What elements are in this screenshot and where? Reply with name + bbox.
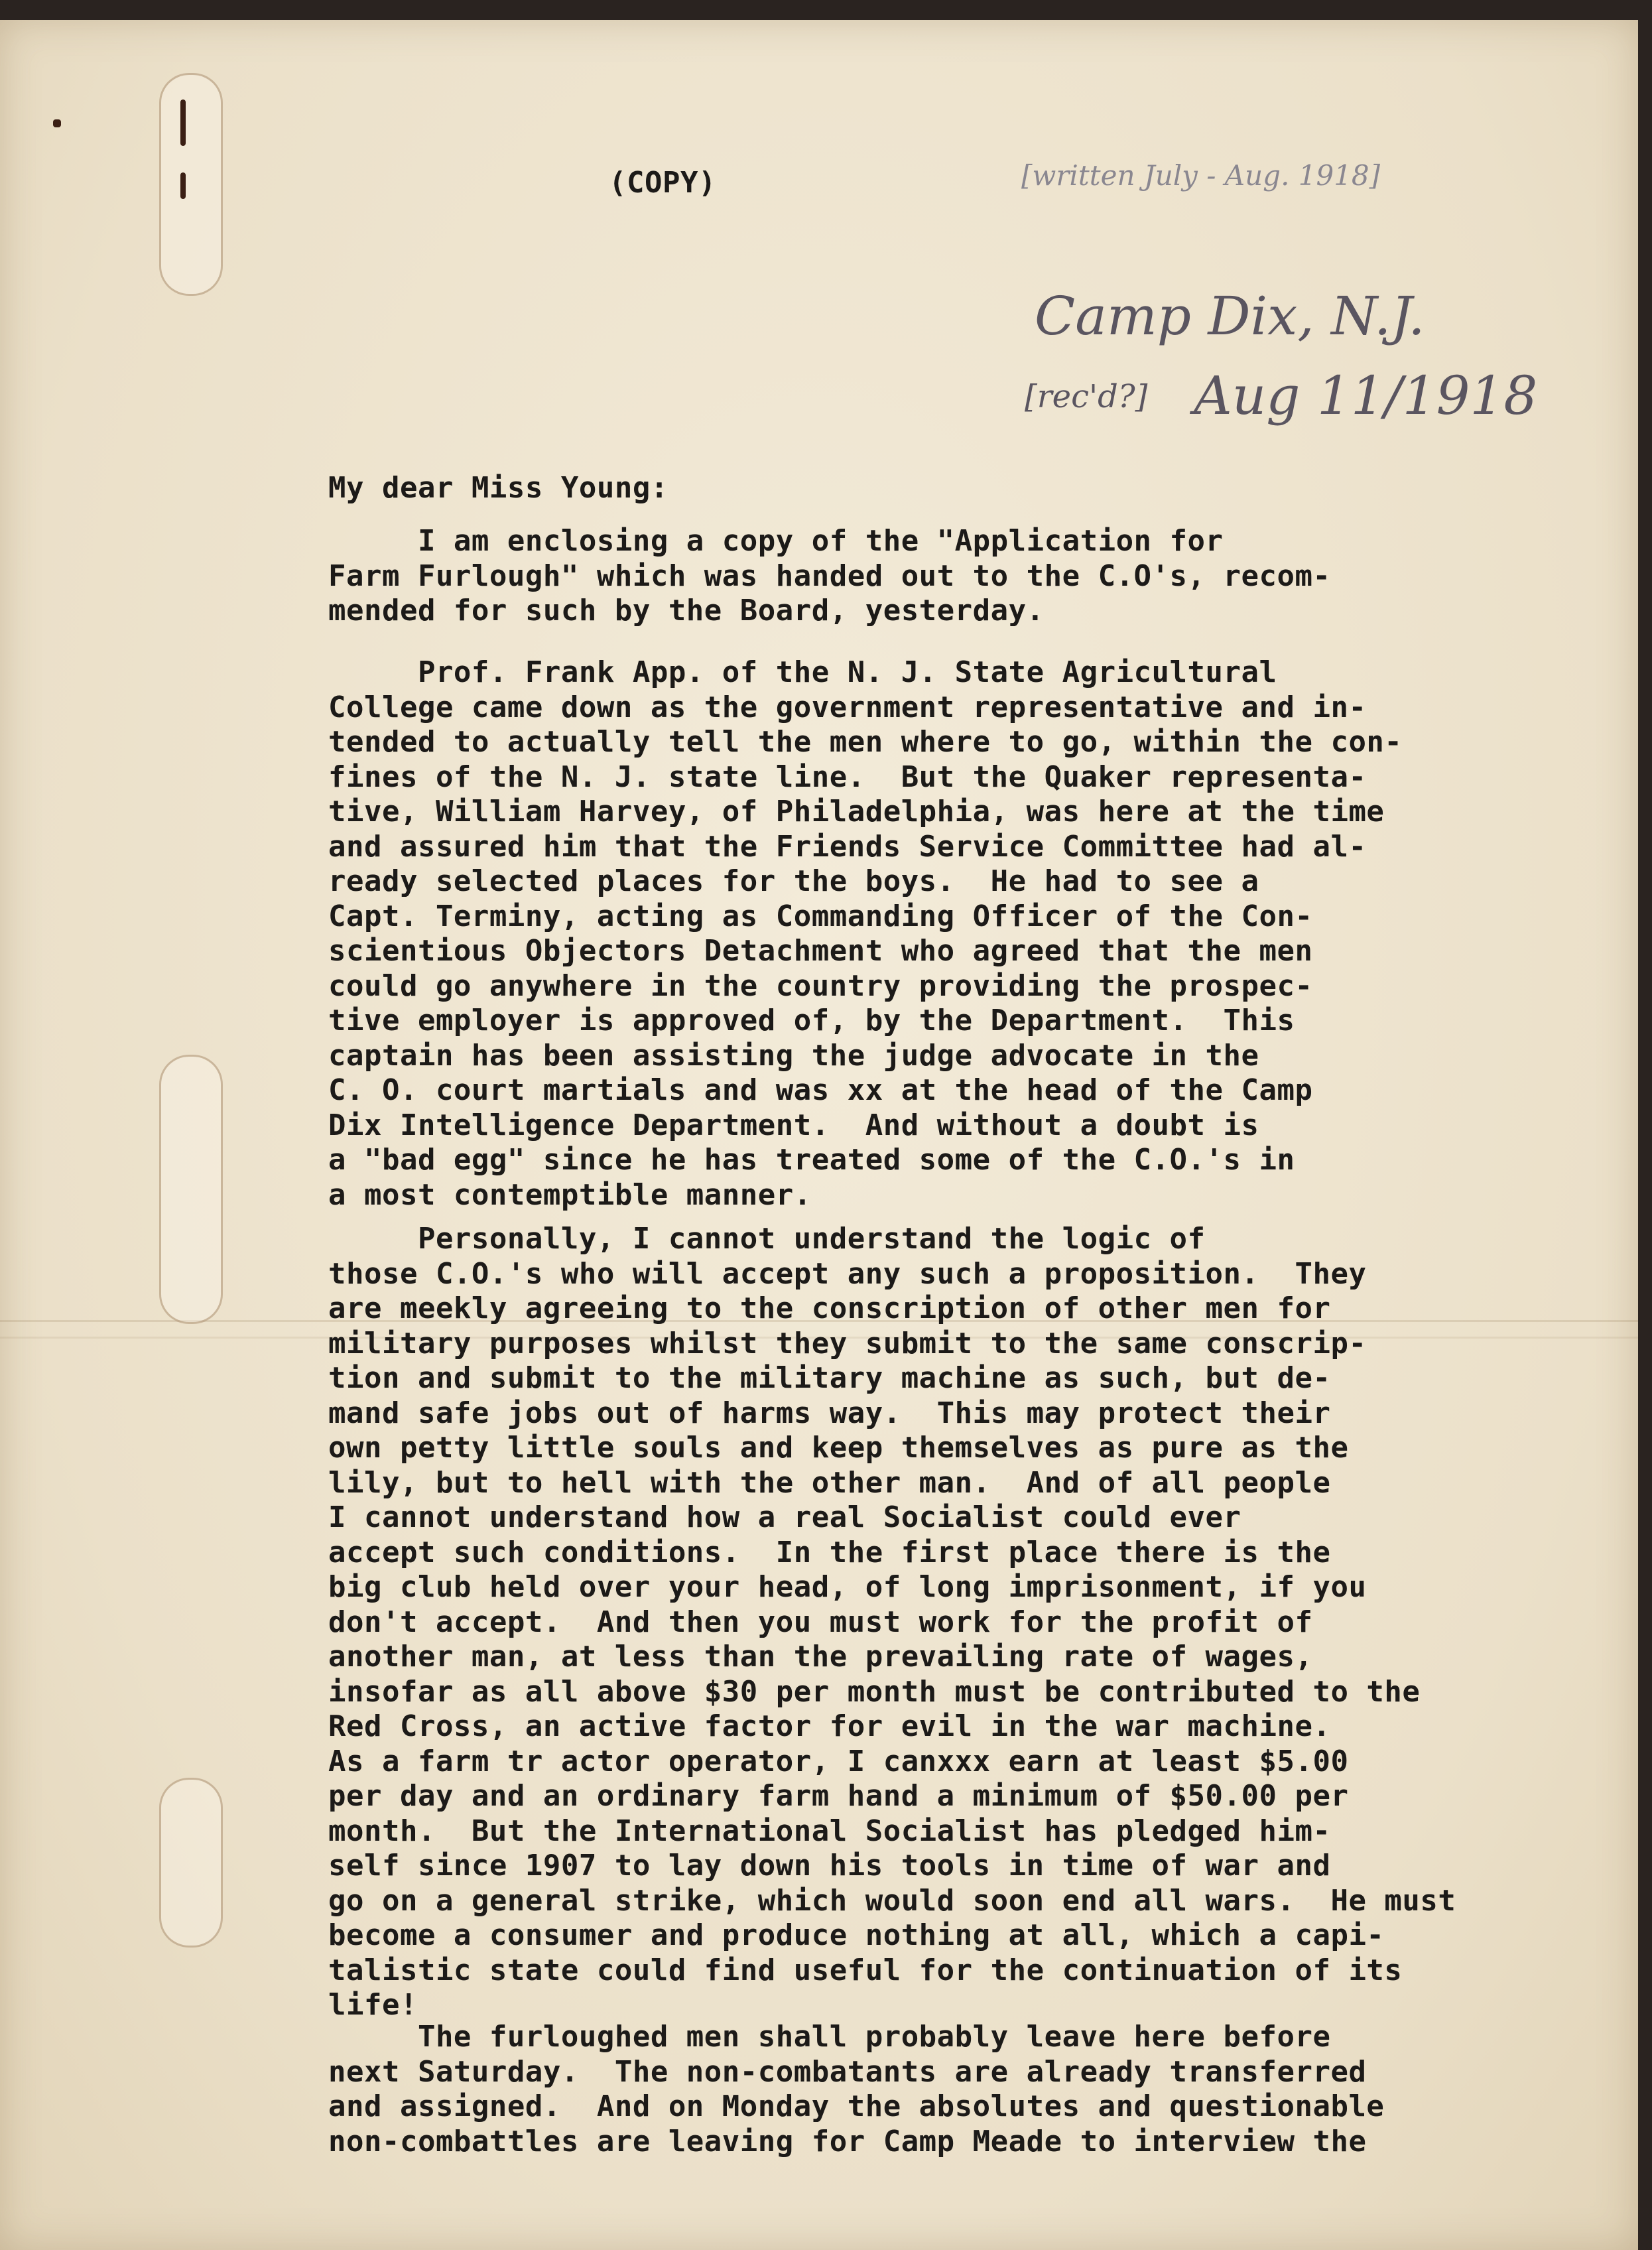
letter-page	[0, 20, 1638, 2250]
handwritten-date: Aug 11/1918	[1194, 365, 1538, 427]
punch-hole-top	[159, 73, 223, 296]
text-line: Red Cross, an active factor for evil in the war machine.	[328, 1709, 1331, 1743]
text-line: C. O. court martials and was xx at the head of the Camp	[328, 1073, 1313, 1107]
text-line: tive, William Harvey, of Philadelphia, was here at the time	[328, 795, 1385, 828]
text-line: fines of the N. J. state line. But the Quaker representa-	[328, 760, 1367, 794]
text-line: next Saturday. The non-combatants are already transferred	[328, 2054, 1367, 2089]
text-line: mand safe jobs out of harms way. This may protect their	[328, 1396, 1331, 1430]
paragraph	[328, 2020, 1384, 2159]
text-line: self since 1907 to lay down his tools in time of war and	[328, 1849, 1331, 1883]
text-line: a "bad egg" since he has treated some of the C.O.'s in	[328, 1143, 1295, 1177]
text-line: College came down as the government representative and in-	[328, 690, 1367, 724]
text-line: and assured him that the Friends Service Committee had al-	[328, 829, 1367, 864]
text-line: ready selected places for the boys. He had to see a	[328, 864, 1259, 898]
copy-label: (COPY)	[609, 166, 716, 200]
text-line: own petty little souls and keep themselves as pure as the	[328, 1431, 1349, 1465]
punch-hole-bottom	[159, 1778, 223, 1948]
text-line: Farm Furlough" which was handed out to the C.O's, recom-	[328, 559, 1331, 593]
text-line: and assigned. And on Monday the absolutes and questionable	[328, 2089, 1385, 2123]
text-line: lily, but to hell with the other man. And of all people	[328, 1465, 1331, 1500]
text-line: tion and submit to the military machine as such, but de-	[328, 1361, 1331, 1395]
text-line: military purposes whilst they submit to the same conscrip-	[328, 1326, 1367, 1360]
text-line: I am enclosing a copy of the "Application for	[328, 524, 1224, 558]
text-line: Prof. Frank App. of the N. J. State Agricultural	[328, 655, 1277, 689]
text-line: per day and an ordinary farm hand a minimum of $50.00 per	[328, 1779, 1349, 1813]
text-line: are meekly agreeing to the conscription of other men for	[328, 1291, 1331, 1325]
ink-spot	[53, 119, 61, 127]
text-line: a most contemptible manner.	[328, 1177, 812, 1212]
ink-mark	[180, 99, 186, 146]
text-line: month. But the International Socialist has pledged him-	[328, 1814, 1331, 1848]
punch-hole-middle	[159, 1055, 223, 1324]
text-line: mended for such by the Board, yesterday.	[328, 594, 1045, 628]
text-line: accept such conditions. In the first place there is the	[328, 1535, 1331, 1569]
text-line: don't accept. And then you must work for the profit of	[328, 1605, 1313, 1639]
text-line: talistic state could find useful for the continuation of its	[328, 1953, 1403, 1987]
ink-mark	[180, 172, 186, 199]
paragraph	[328, 655, 1402, 1213]
paragraph	[328, 524, 1330, 629]
text-line: Dix Intelligence Department. And without a doubt is	[328, 1108, 1259, 1142]
text-line: The furloughed men shall probably leave here before	[328, 2020, 1331, 2054]
text-line: become a consumer and produce nothing at all, which a capi-	[328, 1918, 1385, 1952]
handwritten-camp: Camp Dix, N.J.	[1035, 285, 1425, 347]
text-line: big club held over your head, of long imprisonment, if you	[328, 1570, 1367, 1604]
text-line: I cannot understand how a real Socialist could ever	[328, 1500, 1241, 1534]
handwritten-date-note: [written July - Aug. 1918]	[1021, 159, 1381, 192]
handwritten-received: [rec'd?]	[1025, 378, 1148, 415]
text-line: As a farm tr actor operator, I canxxx earn at least $5.00	[328, 1744, 1349, 1778]
text-line: insofar as all above $30 per month must be contributed to the	[328, 1674, 1421, 1709]
text-line: captain has been assisting the judge advocate in the	[328, 1038, 1259, 1073]
text-line: those C.O.'s who will accept any such a proposition. They	[328, 1256, 1367, 1291]
text-line: tive employer is approved of, by the Department. This	[328, 1004, 1295, 1037]
text-line: another man, at less than the prevailing rate of wages,	[328, 1640, 1313, 1674]
text-line: Capt. Terminy, acting as Commanding Officer of the Con-	[328, 899, 1313, 933]
text-line: scientious Objectors Detachment who agreed that the men	[328, 934, 1313, 968]
text-line: life!	[328, 1988, 418, 2022]
text-line: Personally, I cannot understand the logic of	[328, 1222, 1206, 1256]
text-line: go on a general strike, which would soon end all wars. He must	[328, 1883, 1456, 1918]
text-line: tended to actually tell the men where to go, within the con-	[328, 725, 1403, 759]
salutation: My dear Miss Young:	[328, 471, 668, 505]
text-line: could go anywhere in the country providing the prospec-	[328, 968, 1313, 1003]
text-line: non-combattles are leaving for Camp Meade to interview the	[328, 2124, 1367, 2158]
paragraph	[328, 1222, 1456, 2023]
